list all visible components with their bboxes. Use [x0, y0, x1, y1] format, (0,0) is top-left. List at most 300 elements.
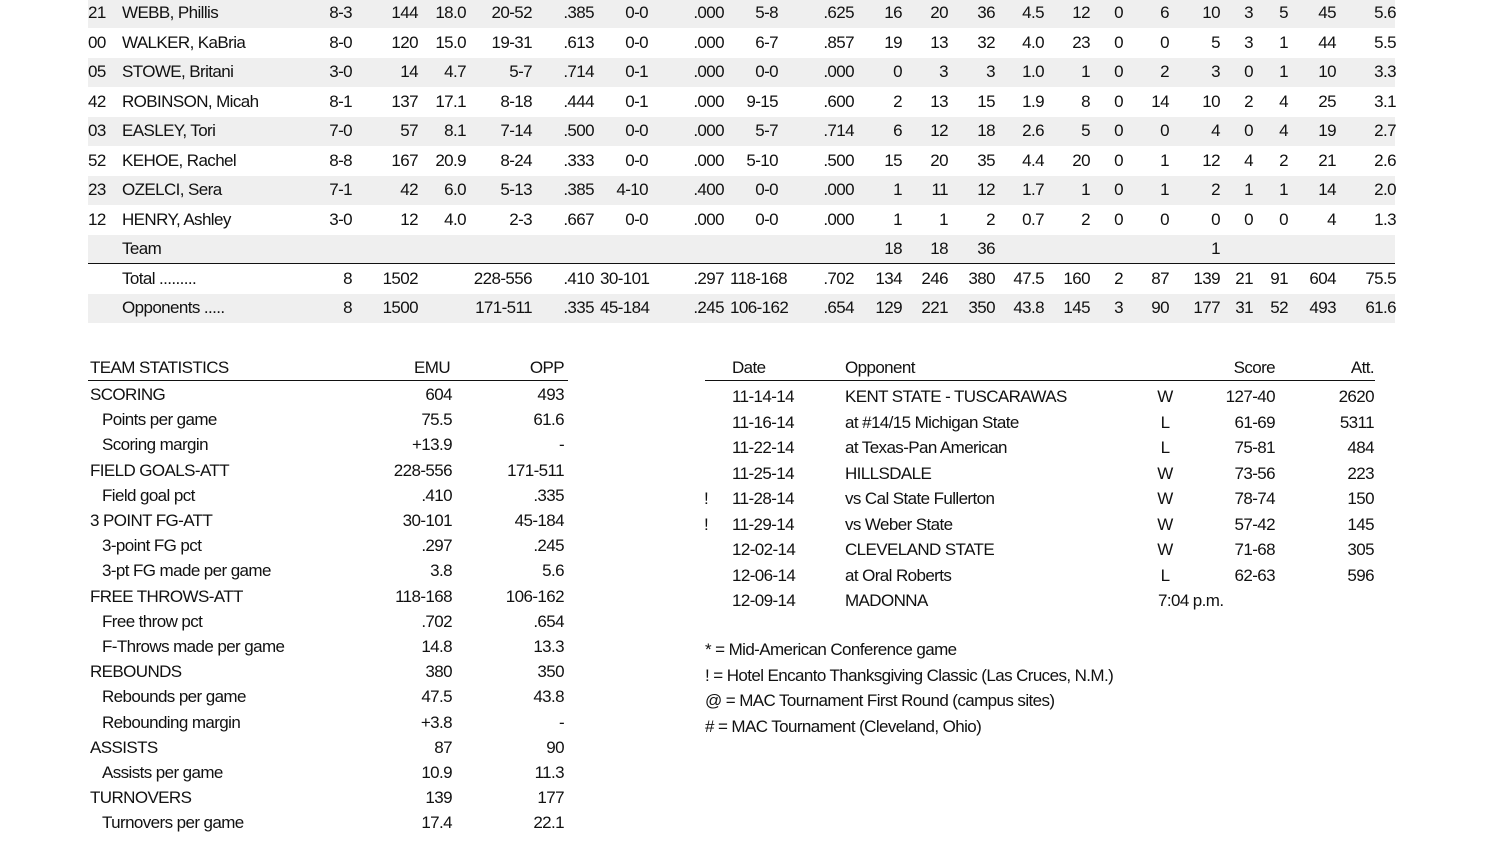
- player-row-gpgs: 8-1: [329, 92, 352, 111]
- game-attendance: 305: [1347, 540, 1374, 559]
- total-divider: [88, 263, 1395, 264]
- player-row-ftp: .857: [823, 33, 854, 52]
- team-stat-opp-value: 11.3: [534, 763, 564, 782]
- opponents-row-off: 129: [875, 298, 902, 317]
- player-row-no: 21: [88, 3, 106, 22]
- player-row-off: 1: [893, 210, 902, 229]
- game-score: 71-68: [1234, 540, 1275, 559]
- player-row-avg: 2.0: [1374, 180, 1396, 199]
- player-row-ft: 9-15: [746, 92, 778, 111]
- team-stat-opp-value: 90: [546, 737, 564, 757]
- player-row-off: 2: [893, 92, 902, 111]
- player-row-fgp: .444: [563, 92, 594, 111]
- game-marker: !: [704, 489, 709, 508]
- game-opponent: KENT STATE - TUSCARAWAS: [845, 387, 1067, 406]
- player-row-fgp: .500: [563, 121, 594, 140]
- player-row-rpg: 4.5: [1022, 3, 1044, 22]
- game-date: 12-02-14: [732, 540, 796, 559]
- game-opponent: vs Cal State Fullerton: [845, 489, 995, 508]
- team-stat-opp-value: -: [558, 712, 564, 732]
- team-row-name: Team: [122, 239, 162, 258]
- team-stat-emu-value: 118-168: [395, 586, 452, 606]
- player-row-rpg: 4.0: [1022, 33, 1044, 52]
- player-row-tot: 35: [977, 151, 995, 170]
- game-opponent: vs Weber State: [845, 514, 953, 534]
- game-attendance: 150: [1347, 489, 1374, 508]
- opponents-row-tp: 493: [1309, 298, 1336, 317]
- player-row-def: 13: [930, 92, 948, 111]
- total-row-fgp: .410: [563, 269, 594, 288]
- player-row-dq: 0: [1114, 62, 1123, 81]
- opponents-row-gpgs: 8: [343, 298, 352, 317]
- player-row-fgp: .385: [563, 3, 594, 22]
- opponents-row-fg3: 45-184: [600, 298, 650, 317]
- player-row-ft: 0-0: [755, 62, 778, 81]
- schedule-header-date: Date: [732, 358, 766, 377]
- player-row-ftp: .625: [823, 3, 854, 22]
- team-stats-header-emu: EMU: [414, 358, 450, 377]
- player-row-to: 10: [1202, 92, 1220, 111]
- game-score: 78-74: [1234, 489, 1275, 508]
- player-row-gpgs: 7-0: [329, 121, 352, 140]
- player-row-no: 52: [88, 151, 106, 170]
- team-stat-emu-value: 139: [425, 788, 452, 808]
- schedule-header-opponent: Opponent: [845, 358, 915, 377]
- player-row-to: 0: [1211, 210, 1220, 229]
- player-row-fgp: .385: [563, 180, 594, 199]
- total-row-gpgs: 8: [343, 269, 352, 288]
- game-score: 127-40: [1225, 387, 1275, 406]
- player-row-pts: 144: [391, 3, 418, 22]
- team-stat-label: Free throw pct: [102, 611, 203, 631]
- player-row-to: 5: [1211, 33, 1220, 52]
- player-row-fg3p: .400: [693, 180, 724, 199]
- player-row-dq: 0: [1114, 151, 1123, 170]
- opponents-row-fg3p: .245: [693, 298, 724, 317]
- player-row-ppg: 8.1: [444, 121, 466, 140]
- team-stat-opp-value: 13.3: [533, 637, 564, 656]
- game-date: 12-09-14: [732, 591, 796, 610]
- game-date: 11-29-14: [732, 514, 794, 534]
- player-row-def: 3: [939, 62, 948, 81]
- game-date: 11-14-14: [732, 387, 794, 406]
- game-opponent: at Oral Roberts: [845, 565, 952, 585]
- team-stat-emu-value: 14.8: [421, 637, 452, 656]
- player-row-fg3p: .000: [693, 62, 724, 81]
- game-date: 11-22-14: [732, 438, 794, 457]
- player-row-ftp: .000: [823, 210, 854, 229]
- game-result: W: [1157, 514, 1173, 534]
- team-stat-emu-value: 87: [434, 737, 452, 757]
- team-stat-emu-value: 3.8: [430, 561, 452, 581]
- game-opponent: CLEVELAND STATE: [845, 540, 995, 559]
- player-row-tot: 32: [977, 33, 995, 52]
- opponents-row-avg: 61.6: [1365, 298, 1396, 317]
- player-row-fg3: 0-0: [625, 3, 648, 22]
- opponents-row-fgp: .335: [563, 298, 594, 317]
- game-date: 11-16-14: [732, 412, 794, 432]
- opponents-row-blk: 31: [1235, 298, 1253, 317]
- opponents-row-pts: 1500: [382, 298, 418, 317]
- footnote: @ = MAC Tournament First Round (campus sites): [705, 691, 1055, 710]
- player-row-tp: 25: [1318, 92, 1336, 111]
- game-result: L: [1160, 438, 1170, 457]
- player-row-tot: 2: [986, 210, 995, 229]
- player-row-no: 42: [88, 92, 106, 111]
- player-row-dq: 0: [1114, 180, 1123, 199]
- player-row-pts: 14: [400, 62, 418, 81]
- team-row-tot: 36: [977, 239, 995, 258]
- total-row-name: Total .........: [122, 269, 197, 288]
- team-stat-opp-value: 171-511: [507, 460, 564, 480]
- team-stat-opp-value: .335: [533, 485, 564, 505]
- player-row-pts: 12: [400, 210, 418, 229]
- team-stat-opp-value: 5.6: [542, 561, 564, 581]
- player-row-avg: 5.5: [1374, 33, 1396, 52]
- player-row-off: 19: [884, 33, 902, 52]
- player-row-pf: 5: [1081, 121, 1090, 140]
- player-row-name: WEBB, Phillis: [122, 3, 219, 22]
- player-row-to: 2: [1211, 180, 1220, 199]
- player-row-tot: 3: [986, 62, 995, 81]
- team-stat-opp-value: 350: [537, 662, 564, 682]
- player-row-pts: 137: [391, 92, 418, 111]
- player-row-ft: 5-7: [755, 121, 778, 140]
- player-row-tp: 44: [1318, 33, 1336, 52]
- player-row-def: 11: [931, 180, 948, 199]
- opponents-row-fg: 171-511: [475, 298, 532, 317]
- player-row-stl: 2: [1279, 151, 1288, 170]
- player-row-ppg: 6.0: [444, 180, 466, 199]
- team-stat-opp-value: 61.6: [533, 410, 564, 430]
- team-stat-emu-value: 30-101: [402, 511, 452, 530]
- player-row-stl: 4: [1279, 92, 1288, 111]
- player-row-fg: 8-24: [500, 151, 532, 170]
- player-row-fg3: 0-0: [625, 121, 648, 140]
- opponents-row-dq: 3: [1114, 298, 1123, 317]
- game-result: L: [1160, 565, 1170, 585]
- team-stat-label: Field goal pct: [102, 485, 195, 505]
- player-row-gpgs: 3-0: [329, 210, 352, 229]
- team-stat-emu-value: 47.5: [421, 687, 452, 707]
- team-row-off: 18: [884, 239, 902, 258]
- game-attendance: 5311: [1339, 412, 1374, 432]
- player-row-fgp: .333: [563, 151, 594, 170]
- player-row-dq: 0: [1114, 210, 1123, 229]
- player-row-avg: 3.3: [1374, 62, 1396, 81]
- player-row-def: 1: [939, 210, 948, 229]
- team-stat-label: Rebounding margin: [102, 712, 241, 732]
- team-stat-emu-value: .410: [421, 485, 452, 505]
- player-row-ppg: 18.0: [435, 3, 466, 22]
- player-row-fg3p: .000: [693, 121, 724, 140]
- player-row-fg3: 0-0: [625, 210, 648, 229]
- opponents-row-a: 90: [1151, 298, 1169, 317]
- team-stat-label: Assists per game: [102, 763, 223, 782]
- player-row-no: 23: [88, 180, 106, 199]
- player-row-rpg: 1.9: [1022, 92, 1044, 111]
- game-result: L: [1160, 412, 1170, 432]
- player-row-name: STOWE, Britani: [122, 62, 234, 81]
- team-stat-label: Rebounds per game: [102, 687, 246, 707]
- opponents-row-stl: 52: [1270, 298, 1288, 317]
- team-stat-label: 3 POINT FG-ATT: [90, 511, 213, 530]
- player-row-ft: 0-0: [755, 180, 778, 199]
- game-result: W: [1157, 540, 1173, 559]
- player-row-a: 0: [1160, 210, 1169, 229]
- team-stat-label: SCORING: [90, 385, 166, 404]
- player-row-tp: 45: [1318, 3, 1336, 22]
- player-row-tot: 12: [977, 180, 995, 199]
- player-row-tp: 19: [1318, 121, 1336, 140]
- player-row-fg3: 0-1: [625, 62, 648, 81]
- player-row-off: 0: [893, 62, 902, 81]
- player-row-dq: 0: [1114, 3, 1123, 22]
- player-row-ppg: 4.7: [444, 62, 466, 81]
- schedule-header-att: Att.: [1350, 358, 1374, 377]
- game-score: 75-81: [1234, 438, 1275, 457]
- team-row-def: 18: [930, 239, 948, 258]
- total-row-stl: 91: [1270, 269, 1288, 288]
- total-row-dq: 2: [1114, 269, 1123, 288]
- game-opponent: at Texas-Pan American: [845, 438, 1007, 457]
- player-row-fg3: 0-0: [625, 151, 648, 170]
- player-row-no: 12: [88, 210, 106, 229]
- team-stat-emu-value: 75.5: [421, 410, 452, 430]
- player-row-pf: 20: [1072, 151, 1090, 170]
- opponents-row-ftp: .654: [823, 298, 854, 317]
- game-marker: !: [704, 514, 709, 534]
- player-row-off: 15: [884, 151, 902, 170]
- team-stat-label: 3-point FG pct: [102, 536, 202, 556]
- player-row-ppg: 4.0: [444, 210, 466, 229]
- player-row-pts: 42: [400, 180, 418, 199]
- player-row-fg3: 4-10: [616, 180, 648, 199]
- opponents-row-def: 221: [921, 298, 948, 317]
- team-stats-header-rule: [88, 380, 568, 381]
- total-row-def: 246: [921, 269, 948, 288]
- game-result: W: [1157, 489, 1173, 508]
- game-date: 11-28-14: [732, 489, 794, 508]
- total-row-pts: 1502: [382, 269, 418, 288]
- player-row-fg: 2-3: [509, 210, 532, 229]
- game-time: 7:04 p.m.: [1158, 591, 1224, 610]
- total-row-ft: 118-168: [730, 269, 787, 288]
- total-row-pf: 160: [1063, 269, 1090, 288]
- player-row-stl: 1: [1279, 62, 1288, 81]
- game-attendance: 2620: [1338, 387, 1374, 406]
- player-row-fgp: .667: [563, 210, 594, 229]
- player-row-fg: 5-7: [509, 62, 532, 81]
- player-row-to: 4: [1211, 121, 1220, 140]
- team-stat-emu-value: .702: [421, 611, 452, 631]
- game-score: 61-69: [1234, 412, 1275, 432]
- player-row-gpgs: 8-0: [329, 33, 352, 52]
- player-row-fg3p: .000: [693, 3, 724, 22]
- team-stat-emu-value: 604: [425, 385, 452, 404]
- team-stat-label: TURNOVERS: [90, 788, 192, 808]
- team-stat-emu-value: 17.4: [421, 813, 452, 833]
- schedule-header-rule: [705, 380, 1375, 381]
- player-row-dq: 0: [1114, 33, 1123, 52]
- team-row-to: 1: [1211, 239, 1220, 258]
- total-row-fg: 228-556: [473, 269, 532, 288]
- player-row-tot: 18: [977, 121, 995, 140]
- game-score: 57-42: [1234, 514, 1275, 534]
- player-row-rpg: 1.0: [1022, 62, 1044, 81]
- player-row-stl: 5: [1279, 3, 1288, 22]
- player-row-a: 2: [1160, 62, 1169, 81]
- game-opponent: MADONNA: [845, 591, 928, 610]
- game-date: 11-25-14: [732, 463, 794, 483]
- player-row-ftp: .500: [823, 151, 854, 170]
- player-row-blk: 3: [1244, 33, 1253, 52]
- game-attendance: 484: [1347, 438, 1374, 457]
- player-row-name: OZELCI, Sera: [122, 180, 222, 199]
- game-attendance: 223: [1347, 463, 1374, 483]
- total-row-avg: 75.5: [1365, 269, 1396, 288]
- player-row-avg: 5.6: [1374, 3, 1396, 22]
- game-opponent: HILLSDALE: [845, 463, 932, 483]
- player-row-blk: 3: [1244, 3, 1253, 22]
- player-row-to: 10: [1202, 3, 1220, 22]
- player-row-avg: 2.6: [1374, 151, 1396, 170]
- team-stats-header-opp: OPP: [529, 358, 564, 377]
- player-row-ft: 0-0: [755, 210, 778, 229]
- team-stat-emu-value: 228-556: [393, 460, 452, 480]
- player-row-pf: 8: [1081, 92, 1090, 111]
- player-row-def: 12: [930, 121, 948, 140]
- game-score: 73-56: [1234, 463, 1275, 483]
- footnote: ! = Hotel Encanto Thanksgiving Classic (Las Cruces, N.M.): [705, 665, 1114, 685]
- player-row-tp: 14: [1318, 180, 1336, 199]
- team-stat-label: FREE THROWS-ATT: [90, 586, 243, 606]
- player-row-fg: 7-14: [500, 121, 532, 140]
- player-row-to: 12: [1202, 151, 1220, 170]
- player-row-tp: 21: [1318, 151, 1336, 170]
- player-row-pf: 1: [1081, 180, 1090, 199]
- player-row-pts: 167: [391, 151, 418, 170]
- player-row-no: 05: [88, 62, 106, 81]
- player-row-ftp: .600: [823, 92, 854, 111]
- total-row-ftp: .702: [823, 269, 854, 288]
- player-row-rpg: 0.7: [1022, 210, 1044, 229]
- player-row-rpg: 2.6: [1022, 121, 1044, 140]
- team-stat-opp-value: -: [558, 435, 564, 455]
- game-score: 62-63: [1234, 565, 1275, 585]
- player-row-pts: 120: [391, 33, 418, 52]
- player-row-fgp: .613: [563, 33, 594, 52]
- opponents-row-name: Opponents .....: [122, 298, 225, 317]
- player-row-ppg: 20.9: [435, 151, 466, 170]
- team-stat-label: FIELD GOALS-ATT: [90, 460, 229, 480]
- player-row-fg3p: .000: [693, 33, 724, 52]
- player-row-no: 00: [88, 33, 106, 52]
- player-row-a: 14: [1151, 92, 1169, 111]
- player-row-pf: 2: [1081, 210, 1090, 229]
- player-row-stl: 4: [1279, 121, 1288, 140]
- player-row-fgp: .714: [563, 62, 594, 81]
- player-row-rpg: 4.4: [1022, 151, 1044, 170]
- player-row-fg3: 0-1: [625, 92, 648, 111]
- footnote: # = MAC Tournament (Cleveland, Ohio): [705, 716, 982, 736]
- player-row-fg3: 0-0: [625, 33, 648, 52]
- footnote: * = Mid-American Conference game: [705, 640, 957, 659]
- team-stat-emu-value: 10.9: [421, 763, 452, 782]
- total-row-rpg: 47.5: [1013, 269, 1044, 288]
- player-row-def: 20: [930, 151, 948, 170]
- player-row-name: EASLEY, Tori: [122, 121, 216, 140]
- player-row-ppg: 15.0: [435, 33, 466, 52]
- total-row-to: 139: [1193, 269, 1220, 288]
- player-row-tp: 4: [1327, 210, 1336, 229]
- player-row-blk: 2: [1244, 92, 1253, 111]
- player-row-a: 0: [1160, 33, 1169, 52]
- game-attendance: 596: [1347, 565, 1374, 585]
- player-row-a: 1: [1160, 151, 1169, 170]
- player-row-gpgs: 3-0: [329, 62, 352, 81]
- team-stat-label: Points per game: [102, 410, 217, 430]
- player-row-ftp: .000: [823, 180, 854, 199]
- opponents-row-tot: 350: [968, 298, 995, 317]
- player-row-off: 16: [884, 3, 902, 22]
- player-row-fg: 5-13: [500, 180, 532, 199]
- team-stat-label: 3-pt FG made per game: [102, 561, 271, 581]
- total-row-off: 134: [875, 269, 902, 288]
- player-row-dq: 0: [1114, 121, 1123, 140]
- player-row-gpgs: 7-1: [329, 180, 352, 199]
- schedule-header-score: Score: [1233, 358, 1275, 377]
- player-row-fg: 19-31: [491, 33, 532, 52]
- player-row-off: 6: [893, 121, 902, 140]
- total-row-tp: 604: [1309, 269, 1336, 288]
- player-row-stl: 1: [1279, 180, 1288, 199]
- player-row-blk: 0: [1244, 210, 1253, 229]
- team-stat-opp-value: 22.1: [533, 813, 564, 833]
- opponents-row-rpg: 43.8: [1013, 298, 1044, 317]
- game-result: W: [1157, 387, 1173, 406]
- player-row-ft: 5-10: [746, 151, 778, 170]
- team-stat-label: ASSISTS: [90, 737, 158, 757]
- player-row-pf: 1: [1081, 62, 1090, 81]
- player-row-fg3p: .000: [693, 92, 724, 111]
- player-row-dq: 0: [1114, 92, 1123, 111]
- player-row-to: 3: [1211, 62, 1220, 81]
- player-row-fg3p: .000: [693, 210, 724, 229]
- player-row-blk: 4: [1244, 151, 1253, 170]
- player-row-def: 13: [930, 33, 948, 52]
- team-stat-opp-value: 45-184: [514, 511, 564, 530]
- player-row-avg: 1.3: [1374, 210, 1396, 229]
- team-stat-emu-value: +3.8: [420, 712, 452, 732]
- player-row-a: 0: [1160, 121, 1169, 140]
- player-row-pts: 57: [400, 121, 418, 140]
- total-row-a: 87: [1151, 269, 1169, 288]
- player-row-blk: 0: [1244, 121, 1253, 140]
- total-row-fg3: 30-101: [600, 269, 650, 288]
- player-row-avg: 3.1: [1374, 92, 1396, 111]
- opponents-row-to: 177: [1193, 298, 1220, 317]
- team-stats-header-label: TEAM STATISTICS: [90, 358, 229, 377]
- player-row-pf: 23: [1072, 33, 1090, 52]
- total-row-fg3p: .297: [693, 269, 724, 288]
- player-row-gpgs: 8-8: [329, 151, 352, 170]
- team-stat-label: REBOUNDS: [90, 662, 182, 682]
- player-row-ft: 6-7: [755, 33, 778, 52]
- team-stat-label: Turnovers per game: [102, 813, 244, 833]
- player-row-name: WALKER, KaBria: [122, 33, 246, 52]
- player-row-fg3p: .000: [693, 151, 724, 170]
